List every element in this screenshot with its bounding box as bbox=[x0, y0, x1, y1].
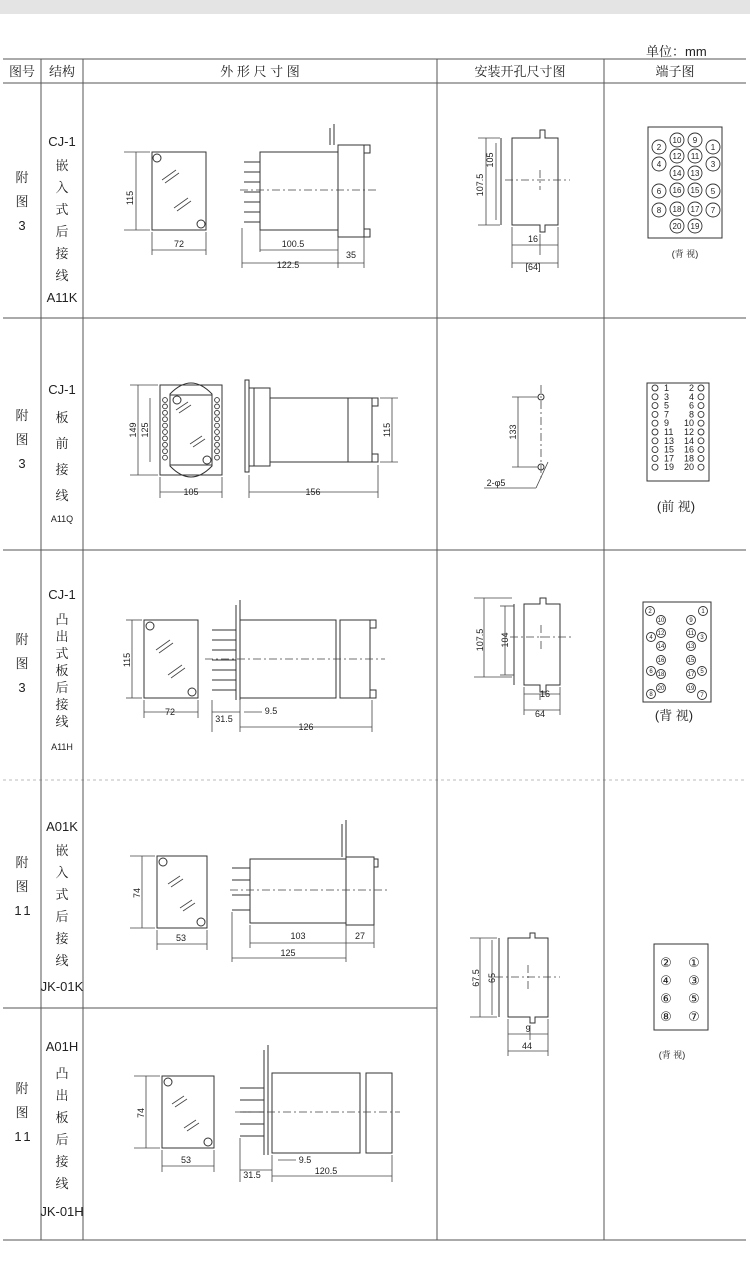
terminal-number: 16 bbox=[672, 185, 682, 195]
dim-label: 107.5 bbox=[475, 628, 485, 652]
unit-label: 单位：mm bbox=[646, 44, 707, 59]
terminal-3 bbox=[643, 602, 711, 723]
fig-char: 附 bbox=[15, 408, 29, 423]
fig-char: 附 bbox=[15, 1081, 29, 1096]
terminal-number: 15 bbox=[690, 185, 700, 195]
terminal-number: 20 bbox=[683, 462, 694, 473]
struct-code: JK-01H bbox=[40, 1204, 84, 1219]
pin-hole bbox=[215, 423, 220, 428]
dim-label: 64 bbox=[534, 709, 546, 719]
terminal-pin bbox=[652, 403, 658, 409]
terminal-number: 11 bbox=[664, 427, 674, 437]
struct-char: 后 bbox=[55, 909, 69, 924]
pin-hole bbox=[215, 436, 220, 441]
header-outline: 外 形 尺 寸 图 bbox=[220, 64, 300, 79]
terminal-number: 14 bbox=[672, 168, 682, 178]
terminal-pin bbox=[698, 385, 704, 391]
dim-label: 44 bbox=[521, 1041, 533, 1051]
terminal-number: 15 bbox=[664, 444, 675, 455]
struct-char: 线 bbox=[55, 714, 69, 729]
terminal-number: 10 bbox=[657, 618, 665, 625]
dim-label: [64] bbox=[525, 262, 541, 272]
struct-char: 后 bbox=[55, 1132, 69, 1147]
struct-char: 凸 bbox=[55, 612, 69, 627]
struct-char: 板 bbox=[55, 663, 69, 678]
terminal-pin bbox=[698, 411, 704, 417]
terminal-number: 4 bbox=[656, 159, 662, 169]
terminal-number: 4 bbox=[649, 635, 653, 642]
pin-hole bbox=[163, 417, 168, 422]
pin-hole bbox=[215, 442, 220, 447]
cutout-4 bbox=[470, 933, 560, 1056]
terminal-number: 13 bbox=[690, 168, 700, 178]
terminal-number: 2 bbox=[656, 142, 662, 152]
terminal-pin bbox=[698, 455, 704, 461]
pin-hole bbox=[163, 423, 168, 428]
cutout-3 bbox=[474, 598, 572, 719]
terminal-pin bbox=[652, 394, 658, 400]
terminal-number: 17 bbox=[690, 204, 700, 214]
dim-label: 27 bbox=[354, 931, 366, 941]
pin-hole bbox=[215, 455, 220, 460]
pin-hole bbox=[163, 410, 168, 415]
struct-char: 入 bbox=[55, 180, 69, 195]
terminal-number: 18 bbox=[672, 204, 682, 214]
dim-label: 149 bbox=[128, 422, 138, 438]
terminal-number: 18 bbox=[657, 672, 665, 679]
dim-label: 104 bbox=[500, 632, 510, 648]
terminal-number: 2 bbox=[648, 609, 652, 616]
terminal-pin bbox=[652, 411, 658, 417]
pin-hole bbox=[163, 404, 168, 409]
struct-char: 出 bbox=[55, 629, 69, 644]
struct-char: 入 bbox=[55, 865, 69, 880]
struct-char: 线 bbox=[55, 953, 69, 968]
terminal-number: 14 bbox=[683, 435, 694, 446]
terminal-pin bbox=[698, 447, 704, 453]
terminal-number: 18 bbox=[683, 453, 694, 464]
outline-front-4 bbox=[130, 856, 207, 950]
struct-code: A11H bbox=[51, 742, 73, 752]
terminal-number: 12 bbox=[657, 631, 665, 638]
dim-label: 31.5 bbox=[215, 714, 233, 724]
terminal-number: 14 bbox=[657, 644, 665, 651]
terminal-1 bbox=[648, 127, 722, 259]
struct-model: CJ-1 bbox=[48, 134, 76, 149]
terminal-pin bbox=[652, 438, 658, 444]
outline-front-1 bbox=[124, 152, 206, 255]
pin-hole bbox=[215, 398, 220, 403]
terminal-number: 1 bbox=[664, 383, 670, 393]
terminal-number: 7 bbox=[664, 409, 670, 420]
outline-side-2 bbox=[245, 380, 398, 498]
terminal-4 bbox=[654, 944, 708, 1060]
dim-label: 115 bbox=[125, 190, 135, 206]
terminal-number: 3 bbox=[710, 159, 716, 169]
row-3 bbox=[15, 587, 711, 752]
dim-label: 53 bbox=[175, 933, 187, 943]
dim-label: 74 bbox=[132, 887, 142, 899]
struct-model: CJ-1 bbox=[48, 382, 76, 397]
struct-char: 接 bbox=[55, 931, 69, 946]
outline-front-2 bbox=[128, 383, 222, 498]
terminal-number: 10 bbox=[672, 135, 682, 145]
terminal-number: 2 bbox=[688, 383, 694, 393]
terminal-pin bbox=[652, 385, 658, 391]
terminal-pin bbox=[652, 464, 658, 470]
terminal-number: 12 bbox=[672, 151, 682, 161]
terminal-number: 5 bbox=[710, 186, 716, 196]
struct-char: 嵌 bbox=[55, 843, 69, 858]
struct-char: 式 bbox=[55, 202, 69, 217]
terminal-number: 7 bbox=[700, 693, 704, 700]
dim-label: 100.5 bbox=[281, 239, 305, 249]
terminal-number: 20 bbox=[672, 221, 682, 231]
terminal-number: ② bbox=[660, 955, 672, 970]
struct-char: 接 bbox=[55, 697, 69, 712]
dim-label: 72 bbox=[164, 707, 176, 717]
struct-char: 板 bbox=[55, 410, 69, 425]
fig-char: 1 bbox=[23, 1129, 31, 1144]
struct-char: 后 bbox=[55, 680, 69, 695]
fig-char: 1 bbox=[23, 903, 31, 918]
struct-char: 后 bbox=[55, 224, 69, 239]
terminal-number: 13 bbox=[664, 435, 675, 446]
outline-front-5 bbox=[134, 1076, 214, 1172]
view-label: (背 视) bbox=[671, 249, 699, 259]
dim-label: 115 bbox=[382, 422, 392, 438]
terminal-number: 8 bbox=[688, 409, 694, 420]
terminal-number: ⑥ bbox=[660, 991, 672, 1006]
terminal-number: 11 bbox=[687, 631, 695, 638]
terminal-number: 15 bbox=[687, 658, 695, 665]
terminal-number: ④ bbox=[660, 973, 672, 988]
terminal-number: 1 bbox=[701, 609, 705, 616]
dim-label: 74 bbox=[136, 1107, 146, 1119]
outline-side-4 bbox=[230, 820, 390, 962]
fig-char: 图 bbox=[15, 194, 29, 209]
terminal-number: 16 bbox=[657, 658, 665, 665]
outline-front-3 bbox=[122, 620, 198, 718]
terminal-number: ① bbox=[688, 955, 700, 970]
dim-label: 9 bbox=[525, 1024, 531, 1034]
struct-char: 接 bbox=[55, 246, 69, 261]
fig-char: 3 bbox=[18, 456, 26, 471]
terminal-number: ⑧ bbox=[660, 1009, 672, 1024]
dim-label: 31.5 bbox=[243, 1170, 261, 1180]
pin-hole bbox=[163, 442, 168, 447]
terminal-number: 5 bbox=[700, 669, 704, 676]
pin-hole bbox=[163, 436, 168, 441]
dim-label: 67.5 bbox=[471, 969, 481, 987]
fig-char: 图 bbox=[15, 1105, 29, 1120]
struct-char: 线 bbox=[55, 268, 69, 283]
fig-char: 图 bbox=[15, 432, 29, 447]
fig-char: 图 bbox=[15, 879, 29, 894]
cutout-1 bbox=[475, 130, 570, 272]
dim-label: 115 bbox=[122, 652, 132, 668]
terminal-number: 19 bbox=[690, 221, 700, 231]
dim-label: 126 bbox=[298, 722, 314, 732]
dim-label: 120.5 bbox=[314, 1166, 338, 1176]
terminal-number: 6 bbox=[649, 669, 653, 676]
terminal-number: 8 bbox=[656, 205, 662, 215]
header-fig-no: 图号 bbox=[8, 64, 36, 79]
terminal-number: 13 bbox=[687, 644, 695, 651]
dim-label: 105 bbox=[485, 152, 495, 168]
terminal-number: 9 bbox=[664, 418, 670, 429]
terminal-pin bbox=[698, 464, 704, 470]
fig-char: 3 bbox=[18, 680, 26, 695]
struct-char: 凸 bbox=[55, 1066, 69, 1081]
dim-label: 65 bbox=[487, 972, 497, 984]
outline-side-5 bbox=[235, 1045, 400, 1182]
pin-hole bbox=[215, 410, 220, 415]
dim-label: 2-φ5 bbox=[486, 478, 506, 488]
header-terminal: 端子图 bbox=[655, 64, 695, 79]
terminal-number: 9 bbox=[689, 618, 693, 625]
fig-char: 附 bbox=[15, 632, 29, 647]
pin-hole bbox=[215, 430, 220, 435]
struct-char: 嵌 bbox=[55, 158, 69, 173]
dim-label: 16 bbox=[527, 234, 539, 244]
pin-hole bbox=[215, 449, 220, 454]
terminal-number: 3 bbox=[664, 391, 670, 402]
dim-label: 72 bbox=[173, 239, 185, 249]
terminal-number: 10 bbox=[683, 418, 694, 429]
terminal-number: 16 bbox=[683, 444, 694, 455]
terminal-number: 9 bbox=[692, 135, 698, 145]
dim-label: 125 bbox=[140, 422, 150, 438]
struct-char: 线 bbox=[55, 1176, 69, 1191]
dim-label: 156 bbox=[305, 487, 321, 497]
terminal-number: 7 bbox=[710, 205, 716, 215]
struct-char: 线 bbox=[55, 488, 69, 503]
terminal-pin bbox=[698, 420, 704, 426]
row-2 bbox=[15, 380, 709, 524]
dim-label: 125 bbox=[280, 948, 296, 958]
header-cutout: 安装开孔尺寸图 bbox=[474, 64, 566, 79]
dim-label: 133 bbox=[508, 424, 518, 440]
terminal-number: 5 bbox=[664, 400, 670, 411]
view-label: (背 视) bbox=[654, 708, 694, 723]
fig-char: 1 bbox=[14, 903, 22, 918]
terminal-pin bbox=[698, 438, 704, 444]
row-5 bbox=[14, 1039, 400, 1219]
cutout-2 bbox=[484, 385, 548, 488]
dim-label: 16 bbox=[539, 689, 551, 699]
terminal-number: 4 bbox=[688, 391, 694, 402]
fig-char: 图 bbox=[15, 656, 29, 671]
terminal-number: 1 bbox=[710, 142, 716, 152]
struct-char: 接 bbox=[55, 462, 69, 477]
struct-model: A01K bbox=[46, 819, 78, 834]
terminal-pin bbox=[698, 403, 704, 409]
terminal-pin bbox=[652, 455, 658, 461]
terminal-number: 6 bbox=[656, 186, 662, 196]
dim-label: 9.5 bbox=[264, 706, 278, 716]
struct-code: A11Q bbox=[50, 514, 74, 524]
pin-hole bbox=[163, 455, 168, 460]
dim-label: 9.5 bbox=[298, 1155, 312, 1165]
fig-char: 3 bbox=[18, 218, 26, 233]
terminal-pin bbox=[698, 429, 704, 435]
terminal-number: 19 bbox=[687, 686, 695, 693]
view-label: (背 视) bbox=[658, 1050, 686, 1060]
terminal-number: 17 bbox=[687, 672, 695, 679]
row-1 bbox=[15, 124, 722, 305]
struct-code: JK-01K bbox=[40, 979, 84, 994]
dim-label: 107.5 bbox=[475, 173, 485, 197]
terminal-number: 12 bbox=[683, 427, 694, 437]
header-structure: 结构 bbox=[48, 64, 76, 79]
pin-hole bbox=[215, 404, 220, 409]
terminal-number: 8 bbox=[649, 692, 653, 699]
terminal-number: 3 bbox=[700, 635, 704, 642]
dim-label: 53 bbox=[180, 1155, 192, 1165]
struct-char: 接 bbox=[55, 1154, 69, 1169]
view-label: (前 视) bbox=[656, 499, 696, 514]
pin-hole bbox=[163, 430, 168, 435]
struct-char: 式 bbox=[55, 646, 69, 661]
terminal-number: 17 bbox=[664, 453, 675, 464]
outline-side-3 bbox=[205, 600, 385, 732]
struct-code: A11K bbox=[46, 290, 78, 305]
terminal-pin bbox=[652, 429, 658, 435]
fig-char: 1 bbox=[14, 1129, 22, 1144]
struct-char: 出 bbox=[55, 1088, 69, 1103]
terminal-number: 20 bbox=[657, 686, 665, 693]
terminal-number: ③ bbox=[688, 973, 700, 988]
fig-char: 附 bbox=[15, 170, 29, 185]
terminal-number: ⑦ bbox=[688, 1009, 700, 1024]
dim-label: 105 bbox=[183, 487, 199, 497]
fig-char: 附 bbox=[15, 855, 29, 870]
struct-char: 板 bbox=[55, 1110, 69, 1125]
terminal-number: 19 bbox=[664, 462, 675, 473]
struct-char: 式 bbox=[55, 887, 69, 902]
dim-label: 35 bbox=[345, 250, 357, 260]
pin-hole bbox=[163, 398, 168, 403]
struct-char: 前 bbox=[55, 436, 69, 451]
struct-model: CJ-1 bbox=[48, 587, 76, 602]
struct-model: A01H bbox=[45, 1039, 79, 1054]
outline-side-1 bbox=[240, 124, 378, 270]
terminal-pin bbox=[698, 394, 704, 400]
terminal-pin bbox=[652, 447, 658, 453]
table-grid bbox=[3, 59, 746, 1240]
dim-label: 122.5 bbox=[276, 260, 300, 270]
terminal-pin bbox=[652, 420, 658, 426]
terminal-number: 11 bbox=[690, 151, 700, 161]
terminal-number: 6 bbox=[688, 400, 694, 411]
terminal-number: ⑤ bbox=[688, 991, 700, 1006]
pin-hole bbox=[163, 449, 168, 454]
dim-label: 103 bbox=[290, 931, 306, 941]
terminal-2 bbox=[647, 383, 709, 514]
pin-hole bbox=[215, 417, 220, 422]
